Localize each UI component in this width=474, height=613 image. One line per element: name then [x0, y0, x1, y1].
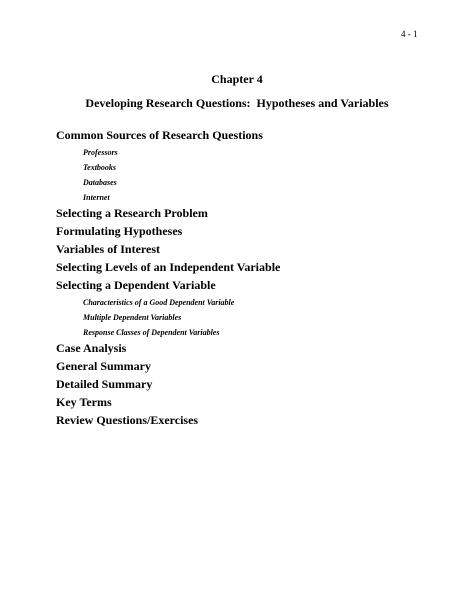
section-heading-review-questions: Review Questions/Exercises — [56, 413, 199, 427]
chapter-label: Chapter 4 — [211, 72, 263, 86]
section-heading-variables-of-interest: Variables of Interest — [56, 242, 160, 256]
sub-item-internet: Internet — [83, 193, 110, 202]
section-heading-selecting-dependent: Selecting a Dependent Variable — [56, 278, 216, 292]
section-heading-selecting-problem: Selecting a Research Problem — [56, 206, 208, 220]
section-heading-common-sources: Common Sources of Research Questions — [56, 128, 263, 142]
common-sources-list — [56, 145, 280, 205]
section-heading-formulating-hypotheses: Formulating Hypotheses — [56, 224, 183, 238]
sub-item-professors: Professors — [83, 148, 118, 157]
section-heading-case-analysis: Case Analysis — [56, 341, 127, 355]
section-heading-detailed-summary: Detailed Summary — [56, 377, 153, 391]
outline-section-selecting-dependent — [56, 277, 280, 340]
sub-item-response-classes: Response Classes of Dependent Variables — [83, 328, 220, 337]
section-heading-key-terms: Key Terms — [56, 395, 112, 409]
section-heading-selecting-levels: Selecting Levels of an Independent Variable — [56, 260, 281, 274]
dependent-variable-list — [56, 295, 280, 340]
outline-section-common-sources — [56, 127, 280, 205]
section-heading-general-summary: General Summary — [56, 359, 151, 373]
sub-item-multiple-dependent-variables: Multiple Dependent Variables — [83, 313, 182, 322]
chapter-outline — [56, 127, 280, 430]
sub-item-textbooks: Textbooks — [83, 163, 117, 172]
sub-item-good-dependent-variable: Characteristics of a Good Dependent Variable — [83, 298, 235, 307]
sub-item-databases: Databases — [83, 178, 117, 187]
page-number: 4 - 1 — [401, 29, 418, 39]
chapter-title: Developing Research Questions: Hypotheses and Variables — [85, 96, 389, 110]
